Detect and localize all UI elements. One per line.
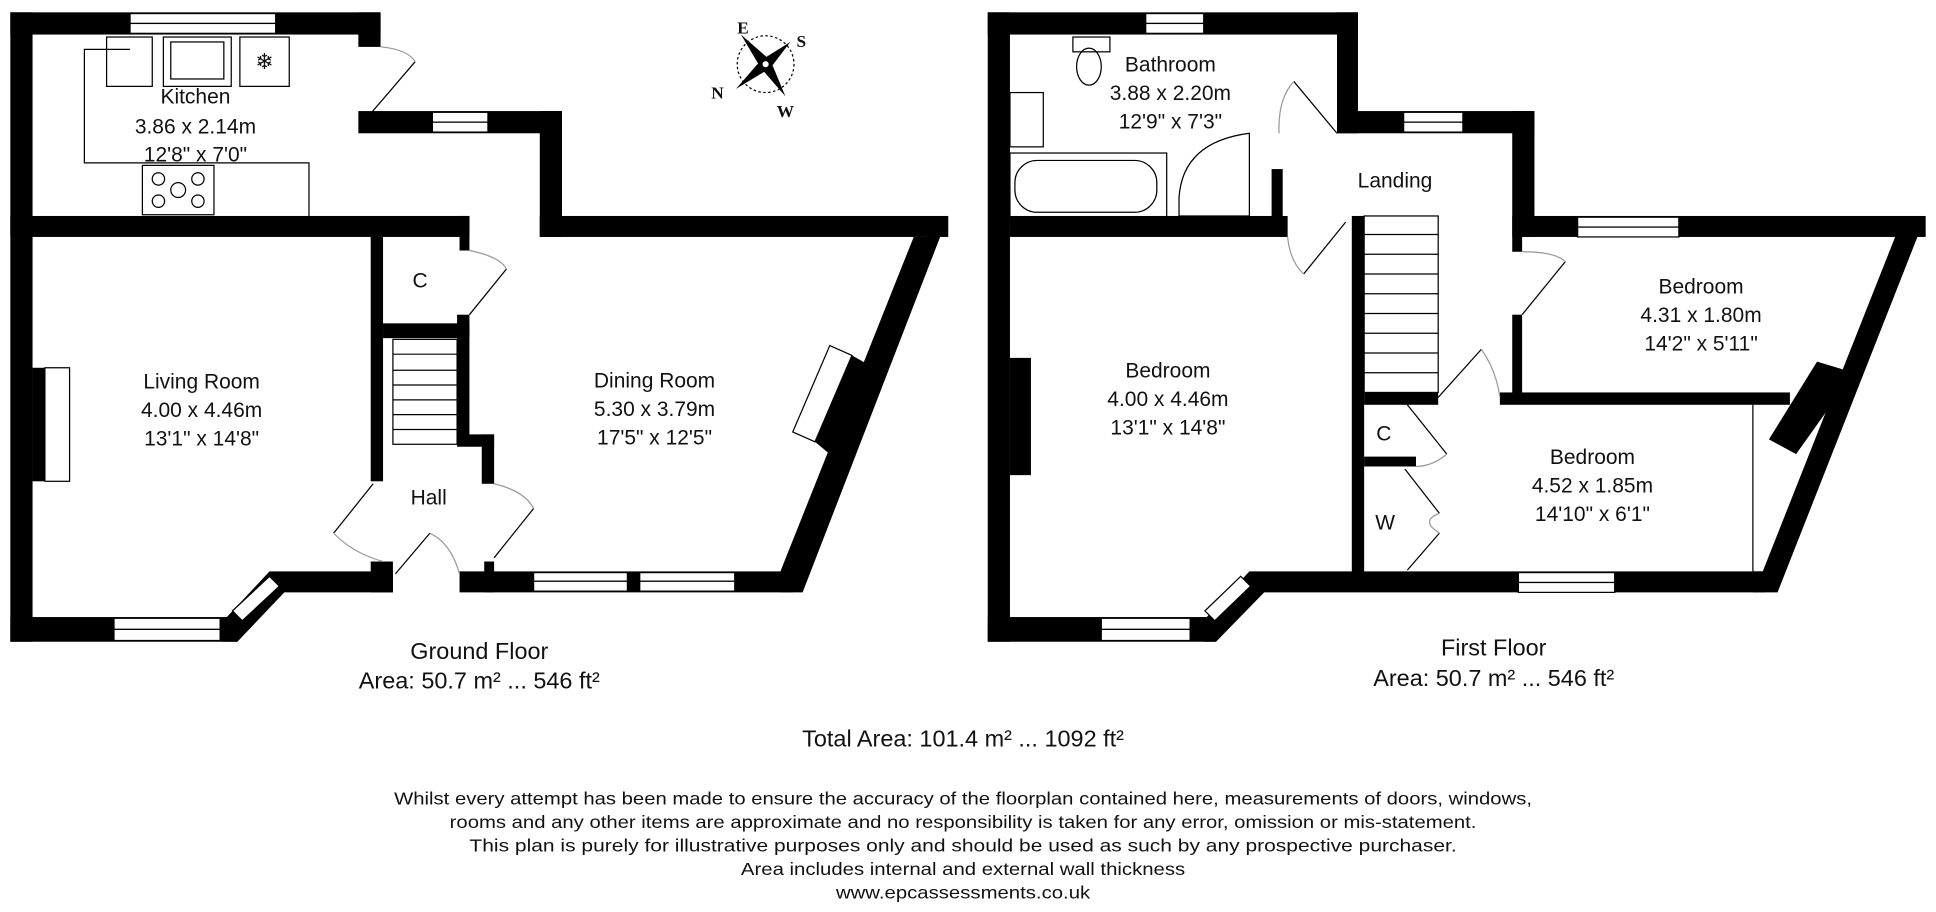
hob-icon	[142, 165, 214, 214]
cupboard-label: C	[412, 269, 428, 293]
bedroom-3-label: Bedroom	[1549, 446, 1636, 470]
dining-room-metric: 5.30 x 3.79m	[593, 397, 716, 421]
compass-icon	[711, 18, 806, 121]
first-floor-title: First Floor	[1440, 634, 1547, 661]
kitchen-metric: 3.86 x 2.14m	[134, 115, 257, 139]
first-floor-area: Area: 50.7 m² ... 546 ft²	[1373, 665, 1615, 692]
living-room-label: Living Room	[143, 370, 260, 394]
disclaimer-line: rooms and any other items are approximate and no responsibility is taken for any error, omission or mis-statement.	[449, 812, 1477, 833]
kitchen-imperial: 12'8" x 7'0"	[143, 143, 248, 167]
bathroom-metric: 3.88 x 2.20m	[1109, 81, 1232, 105]
living-room-imperial: 13'1" x 14'8"	[144, 427, 260, 451]
toilet-icon	[1073, 37, 1110, 85]
bedroom-2-imperial: 14'2" x 5'11"	[1644, 332, 1758, 356]
cupboard-label: C	[1376, 422, 1392, 446]
basin-icon	[1010, 93, 1043, 147]
bath-icon	[1015, 160, 1157, 212]
staircase	[1364, 216, 1438, 392]
disclaimer-line: Whilst every attempt has been made to ensure the accuracy of the floorplan contained here, measurements of doors, windows,	[394, 788, 1532, 809]
svg-text:N: N	[711, 83, 724, 103]
total-area: Total Area: 101.4 m² ... 1092 ft²	[802, 725, 1124, 752]
ground-floor-title: Ground Floor	[410, 638, 549, 665]
wardrobe-label: W	[1375, 511, 1396, 535]
bathroom-label: Bathroom	[1124, 53, 1216, 77]
bedroom-1-imperial: 13'1" x 14'8"	[1110, 416, 1226, 440]
bedroom-2-label: Bedroom	[1658, 275, 1744, 299]
dining-room-imperial: 17'5" x 12'5"	[597, 426, 713, 450]
bedroom-1-metric: 4.00 x 4.46m	[1107, 388, 1229, 412]
svg-text:❄: ❄	[255, 49, 274, 75]
disclaimer-line: Area includes internal and external wall thickness	[740, 858, 1186, 879]
living-room-metric: 4.00 x 4.46m	[141, 399, 263, 423]
svg-text:S: S	[796, 31, 807, 51]
hall-label: Hall	[410, 486, 447, 510]
disclaimer-line: This plan is purely for illustrative purposes only and should be used as such by any prospective purchaser.	[469, 835, 1457, 856]
staircase	[393, 339, 457, 444]
bedroom-2-metric: 4.31 x 1.80m	[1640, 304, 1762, 328]
bedroom-1-label: Bedroom	[1125, 359, 1211, 383]
washing-machine-icon	[107, 37, 153, 86]
ground-floor-area: Area: 50.7 m² ... 546 ft²	[358, 667, 600, 694]
kitchen-label: Kitchen	[160, 85, 231, 109]
bedroom-3-metric: 4.52 x 1.85m	[1531, 474, 1654, 498]
bathroom-imperial: 12'9" x 7'3"	[1118, 110, 1223, 134]
svg-text:E: E	[737, 18, 749, 38]
dining-room-label: Dining Room	[593, 369, 716, 393]
shower-icon	[1179, 133, 1249, 216]
svg-text:W: W	[776, 102, 794, 122]
first-floor-plan	[988, 12, 1926, 641]
landing-label: Landing	[1357, 169, 1433, 193]
ground-floor-plan	[10, 12, 948, 641]
bedroom-3-imperial: 14'10" x 6'1"	[1534, 502, 1650, 526]
website-link[interactable]: www.epcassessments.co.uk	[834, 882, 1091, 903]
